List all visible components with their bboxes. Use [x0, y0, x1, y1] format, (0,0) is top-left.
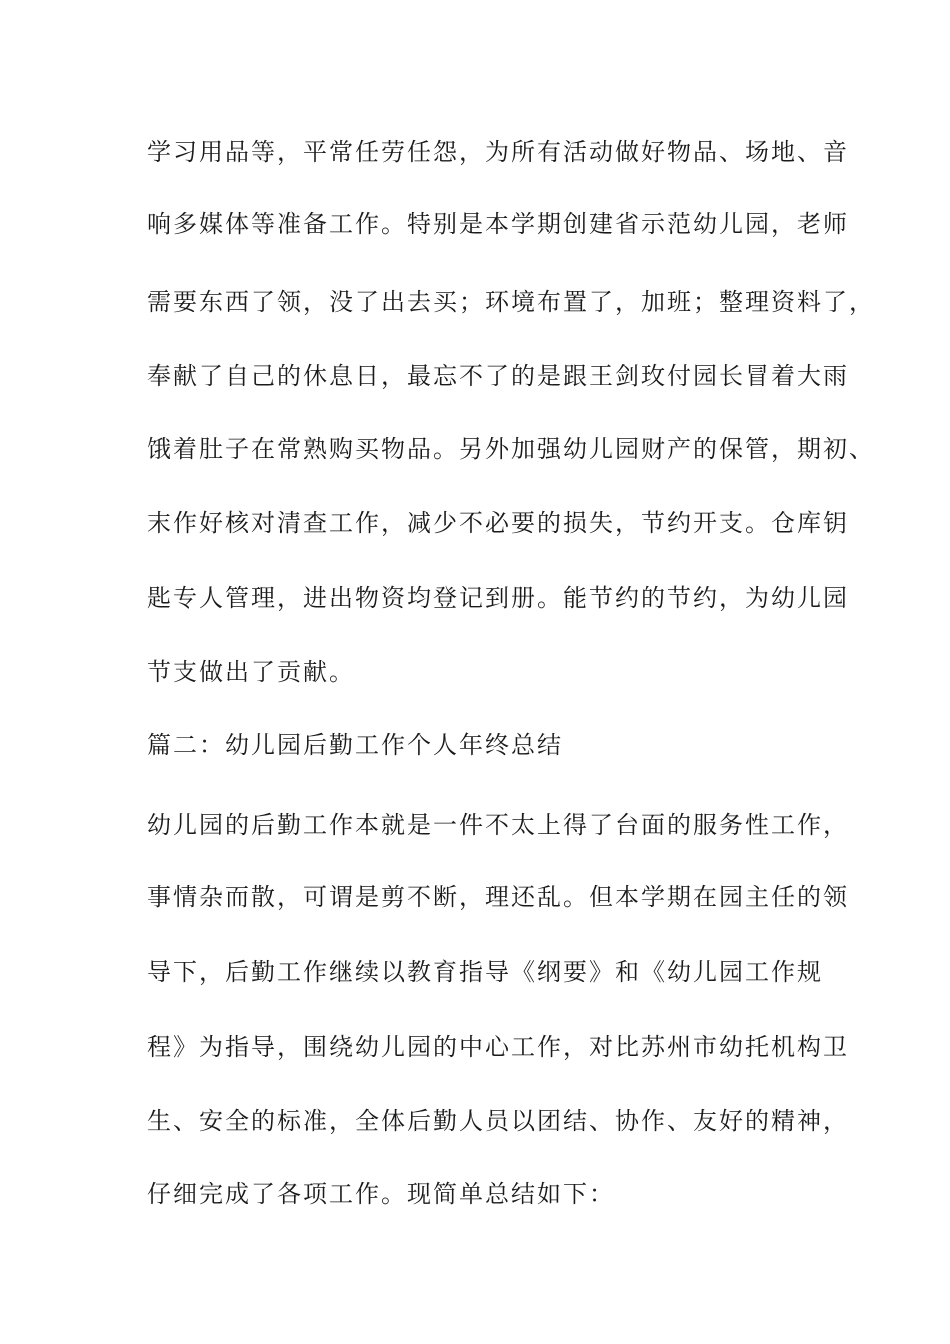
- paragraph-line: 学习用品等，平常任劳任怨，为所有活动做好物品、场地、音: [147, 138, 849, 166]
- paragraph-line: 奉献了自己的休息日，最忘不了的是跟王剑玫付园长冒着大雨: [147, 362, 849, 390]
- paragraph-line: 幼儿园的后勤工作本就是一件不太上得了台面的服务性工作，: [147, 811, 849, 839]
- paragraph-line: 饿着肚子在常熟购买物品。另外加强幼儿园财产的保管，期初、: [147, 435, 875, 463]
- paragraph-line: 仔细完成了各项工作。现简单总结如下：: [147, 1180, 615, 1208]
- paragraph-line: 事情杂而散，可谓是剪不断，理还乱。但本学期在园主任的领: [147, 883, 849, 911]
- paragraph-line: 节支做出了贡献。: [147, 658, 355, 686]
- paragraph-line: 匙专人管理，进出物资均登记到册。能节约的节约，为幼儿园: [147, 584, 849, 612]
- paragraph-line: 导下，后勤工作继续以教育指导《纲要》和《幼儿园工作规: [147, 958, 823, 986]
- paragraph-line: 程》为指导，围绕幼儿园的中心工作，对比苏州市幼托机构卫: [147, 1033, 849, 1061]
- paragraph-line: 末作好核对清查工作，减少不必要的损失，节约开支。仓库钥: [147, 509, 849, 537]
- paragraph-line: 响多媒体等准备工作。特别是本学期创建省示范幼儿园，老师: [147, 210, 849, 238]
- section-heading: 篇二：幼儿园后勤工作个人年终总结: [147, 731, 563, 759]
- paragraph-line: 生、安全的标准，全体后勤人员以团结、协作、友好的精神，: [147, 1107, 849, 1135]
- paragraph-line: 需要东西了领，没了出去买；环境布置了，加班；整理资料了，: [147, 288, 875, 316]
